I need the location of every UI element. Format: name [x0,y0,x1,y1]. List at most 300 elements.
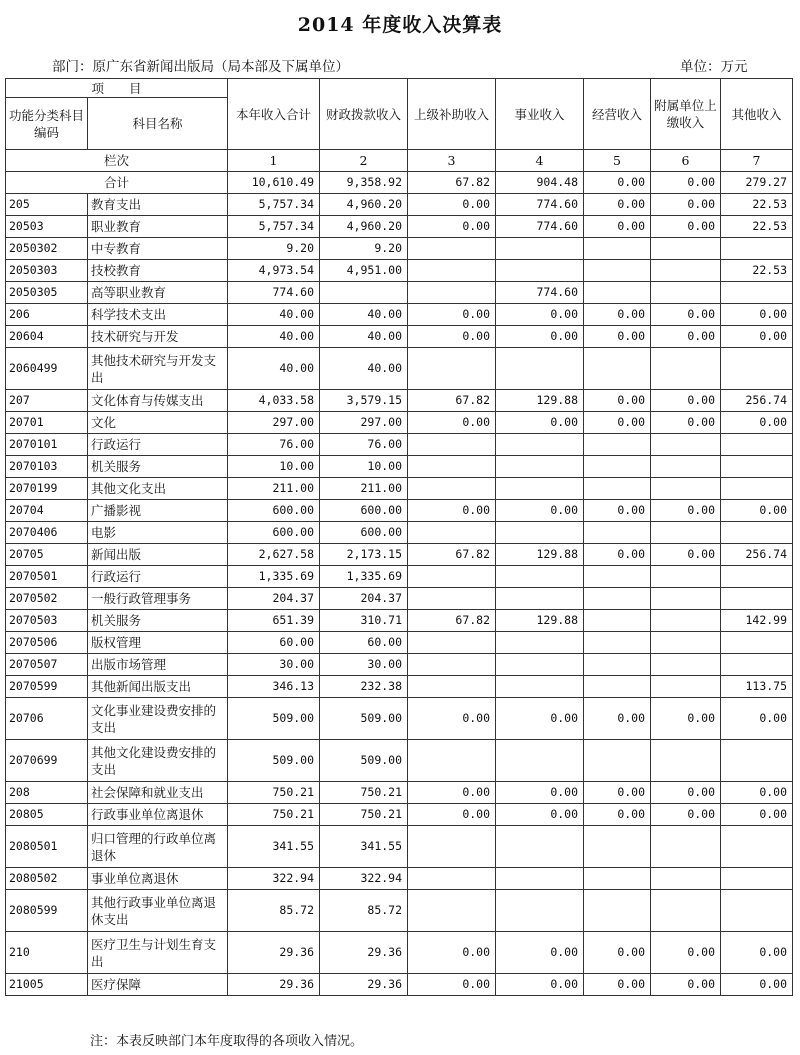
row-name: 版权管理 [88,632,228,654]
row-value: 0.00 [584,412,651,434]
row-value: 0.00 [584,194,651,216]
row-value: 774.60 [228,282,320,304]
row-value [721,890,793,932]
row-value: 0.00 [651,974,721,996]
row-value: 0.00 [408,216,496,238]
row-name: 文化 [88,412,228,434]
row-code: 208 [6,782,88,804]
row-value [408,238,496,260]
row-value: 0.00 [651,698,721,740]
row-value: 29.36 [228,932,320,974]
table-row [6,932,793,974]
row-value: 0.00 [496,326,584,348]
row-value [721,522,793,544]
row-value: 0.00 [651,544,721,566]
row-value [408,826,496,868]
row-value [651,632,721,654]
header-code: 功能分类科目编码 [6,98,88,150]
unit-label: 单位：万元 [680,59,748,75]
row-value: 129.88 [496,544,584,566]
row-value: 0.00 [408,932,496,974]
row-code: 2080599 [6,890,88,932]
row-value [651,238,721,260]
row-value: 0.00 [721,974,793,996]
row-value [408,588,496,610]
row-name: 归口管理的行政单位离退休 [88,826,228,868]
row-value [496,740,584,782]
row-name: 技校教育 [88,260,228,282]
row-name: 广播影视 [88,500,228,522]
row-value [651,456,721,478]
row-value [721,588,793,610]
row-value: 0.00 [721,782,793,804]
row-value [651,260,721,282]
row-value [651,654,721,676]
row-value: 0.00 [721,304,793,326]
header-col-5: 经营收入 [584,79,651,150]
row-value [651,890,721,932]
row-value: 774.60 [496,194,584,216]
row-value: 0.00 [721,326,793,348]
seq-7: 7 [721,150,793,172]
row-value: 0.00 [408,804,496,826]
row-code: 2070507 [6,654,88,676]
row-value: 509.00 [228,740,320,782]
row-code: 20705 [6,544,88,566]
row-code: 2070699 [6,740,88,782]
row-value: 600.00 [320,500,408,522]
row-value: 651.39 [228,610,320,632]
table-row [6,676,793,698]
row-value [408,654,496,676]
row-value: 0.00 [408,326,496,348]
row-code: 20701 [6,412,88,434]
row-value: 22.53 [721,216,793,238]
row-value: 0.00 [584,326,651,348]
row-value [721,478,793,500]
header-col-4: 事业收入 [496,79,584,150]
row-value: 30.00 [228,654,320,676]
row-name: 机关服务 [88,456,228,478]
row-name: 高等职业教育 [88,282,228,304]
row-value: 0.00 [651,500,721,522]
table-row [6,782,793,804]
header-col-6: 附属单位上缴收入 [651,79,721,150]
row-value: 0.00 [584,932,651,974]
row-name: 其他文化建设费安排的支出 [88,740,228,782]
table-row [6,632,793,654]
total-value: 9,358.92 [320,172,408,194]
row-value: 0.00 [721,932,793,974]
table-row [6,304,793,326]
row-value [651,566,721,588]
header-col-1: 本年收入合计 [228,79,320,150]
table-row [6,890,793,932]
row-name: 出版市场管理 [88,654,228,676]
row-value: 0.00 [496,804,584,826]
row-code: 2080501 [6,826,88,868]
row-value: 0.00 [496,412,584,434]
row-code: 20503 [6,216,88,238]
row-value [584,676,651,698]
row-name: 一般行政管理事务 [88,588,228,610]
row-code: 2070103 [6,456,88,478]
row-value [721,238,793,260]
row-value: 346.13 [228,676,320,698]
row-value: 0.00 [496,932,584,974]
row-value: 256.74 [721,390,793,412]
seq-1: 1 [228,150,320,172]
header-col-3: 上级补助收入 [408,79,496,150]
row-code: 2050303 [6,260,88,282]
row-name: 电影 [88,522,228,544]
row-value [721,348,793,390]
row-value: 341.55 [320,826,408,868]
row-value [651,588,721,610]
row-value: 750.21 [320,782,408,804]
row-value [721,740,793,782]
row-value: 0.00 [651,782,721,804]
row-value [584,282,651,304]
row-value: 129.88 [496,390,584,412]
row-value: 113.75 [721,676,793,698]
row-value: 0.00 [651,194,721,216]
row-value: 750.21 [228,804,320,826]
row-name: 社会保障和就业支出 [88,782,228,804]
row-value [721,632,793,654]
table-row [6,216,793,238]
row-value: 40.00 [228,326,320,348]
row-value [584,826,651,868]
row-value: 0.00 [496,304,584,326]
row-value: 0.00 [651,216,721,238]
row-value: 774.60 [496,216,584,238]
row-value: 256.74 [721,544,793,566]
row-value: 40.00 [320,304,408,326]
row-value [496,676,584,698]
row-name: 其他文化支出 [88,478,228,500]
row-value [408,740,496,782]
row-value [721,868,793,890]
row-value: 322.94 [320,868,408,890]
row-value [496,434,584,456]
row-value: 0.00 [584,216,651,238]
header-col-2: 财政拨款收入 [320,79,408,150]
row-value [651,610,721,632]
row-value: 142.99 [721,610,793,632]
row-value: 40.00 [320,348,408,390]
row-code: 206 [6,304,88,326]
row-value: 211.00 [320,478,408,500]
row-value [408,282,496,304]
row-value: 0.00 [584,804,651,826]
seq-4: 4 [496,150,584,172]
row-value: 232.38 [320,676,408,698]
row-value: 2,173.15 [320,544,408,566]
row-value: 0.00 [408,194,496,216]
row-value [496,654,584,676]
row-value: 30.00 [320,654,408,676]
row-value: 0.00 [651,932,721,974]
table-row [6,434,793,456]
row-value [721,456,793,478]
row-value [651,282,721,304]
row-value: 67.82 [408,544,496,566]
row-code: 207 [6,390,88,412]
row-name: 其他新闻出版支出 [88,676,228,698]
row-value [721,654,793,676]
total-value: 67.82 [408,172,496,194]
row-value: 4,960.20 [320,194,408,216]
table-row [6,566,793,588]
row-value [651,522,721,544]
total-row [6,172,793,194]
table-row [6,522,793,544]
row-value: 0.00 [496,500,584,522]
row-value [496,566,584,588]
row-name: 其他行政事业单位离退休支出 [88,890,228,932]
row-value: 85.72 [320,890,408,932]
row-value: 4,033.58 [228,390,320,412]
row-name: 医疗卫生与计划生育支出 [88,932,228,974]
row-value [496,478,584,500]
row-value: 0.00 [408,304,496,326]
footnote: 注：本表反映部门本年度取得的各项收入情况。 [90,1034,364,1049]
row-value: 40.00 [320,326,408,348]
table-row [6,500,793,522]
row-value: 509.00 [320,698,408,740]
header-seq-label: 栏次 [6,150,228,172]
row-value [496,260,584,282]
row-value: 1,335.69 [228,566,320,588]
row-value [584,260,651,282]
row-value: 0.00 [584,974,651,996]
row-value: 0.00 [496,974,584,996]
row-value: 29.36 [320,932,408,974]
row-value [651,348,721,390]
row-value [584,610,651,632]
row-value [651,676,721,698]
row-value [721,826,793,868]
header-col-7: 其他收入 [721,79,793,150]
table-row [6,412,793,434]
row-value: 0.00 [721,412,793,434]
row-value: 0.00 [584,698,651,740]
row-value [584,522,651,544]
row-value [408,434,496,456]
table-row [6,282,793,304]
row-value [496,348,584,390]
row-code: 205 [6,194,88,216]
row-value: 509.00 [228,698,320,740]
row-value [584,478,651,500]
row-code: 21005 [6,974,88,996]
page-title: 2014 年度收入决算表 [297,14,503,36]
row-name: 其他技术研究与开发支出 [88,348,228,390]
row-value: 509.00 [320,740,408,782]
row-value [408,676,496,698]
row-code: 2070502 [6,588,88,610]
row-code: 2070406 [6,522,88,544]
table-row [6,868,793,890]
row-value: 0.00 [584,500,651,522]
row-value: 0.00 [721,698,793,740]
row-value: 750.21 [320,804,408,826]
table-row [6,654,793,676]
row-value: 297.00 [228,412,320,434]
table-row [6,698,793,740]
seq-6: 6 [651,150,721,172]
row-value: 67.82 [408,610,496,632]
row-value [496,826,584,868]
row-value: 76.00 [320,434,408,456]
table-row [6,478,793,500]
row-value: 76.00 [228,434,320,456]
row-code: 2050305 [6,282,88,304]
row-name: 技术研究与开发 [88,326,228,348]
row-value: 0.00 [408,782,496,804]
total-value: 279.27 [721,172,793,194]
row-value [584,740,651,782]
row-value: 0.00 [408,698,496,740]
table-row [6,610,793,632]
row-value: 1,335.69 [320,566,408,588]
row-value [721,282,793,304]
row-value: 204.37 [228,588,320,610]
row-value [651,826,721,868]
row-name: 文化体育与传媒支出 [88,390,228,412]
table-row [6,238,793,260]
table-row [6,348,793,390]
row-code: 20604 [6,326,88,348]
row-code: 2060499 [6,348,88,390]
total-label: 合计 [6,172,228,194]
total-value: 10,610.49 [228,172,320,194]
row-value: 9.20 [320,238,408,260]
row-value [584,588,651,610]
row-value [496,632,584,654]
row-name: 职业教育 [88,216,228,238]
table-row [6,260,793,282]
row-value [496,522,584,544]
row-code: 2070101 [6,434,88,456]
row-value [584,632,651,654]
department-label: 部门：原广东省新闻出版局（局本部及下属单位） [52,59,349,75]
row-value: 29.36 [228,974,320,996]
row-value: 0.00 [496,782,584,804]
row-value [721,566,793,588]
row-value: 600.00 [228,522,320,544]
row-value: 0.00 [584,304,651,326]
row-value: 774.60 [496,282,584,304]
row-value: 0.00 [496,698,584,740]
header-row-1 [6,79,793,98]
row-value [496,588,584,610]
row-value: 0.00 [584,390,651,412]
row-value: 0.00 [651,390,721,412]
row-code: 2070503 [6,610,88,632]
row-value: 0.00 [651,804,721,826]
row-code: 2080502 [6,868,88,890]
table-row [6,326,793,348]
row-name: 医疗保障 [88,974,228,996]
row-value [584,434,651,456]
row-value [584,868,651,890]
row-value: 22.53 [721,260,793,282]
header-name: 科目名称 [88,98,228,150]
row-value [496,238,584,260]
row-value: 4,960.20 [320,216,408,238]
row-name: 文化事业建设费安排的支出 [88,698,228,740]
row-value: 60.00 [320,632,408,654]
row-value: 2,627.58 [228,544,320,566]
row-value [408,260,496,282]
row-name: 行政运行 [88,434,228,456]
row-value: 0.00 [408,412,496,434]
row-value: 0.00 [651,412,721,434]
row-value [651,868,721,890]
row-value [584,890,651,932]
total-value: 0.00 [651,172,721,194]
row-name: 行政事业单位离退休 [88,804,228,826]
row-value [408,566,496,588]
income-table [5,78,793,996]
row-value [584,456,651,478]
row-value [496,456,584,478]
table-row [6,740,793,782]
row-value: 5,757.34 [228,216,320,238]
row-name: 教育支出 [88,194,228,216]
row-value: 0.00 [651,326,721,348]
row-value: 29.36 [320,974,408,996]
table-row [6,804,793,826]
row-name: 中专教育 [88,238,228,260]
row-value [408,868,496,890]
row-value: 0.00 [651,304,721,326]
row-code: 2070506 [6,632,88,654]
row-value: 322.94 [228,868,320,890]
row-value [408,456,496,478]
row-value [584,566,651,588]
row-value: 9.20 [228,238,320,260]
row-value: 297.00 [320,412,408,434]
row-value: 0.00 [721,804,793,826]
table-row [6,194,793,216]
row-code: 2070199 [6,478,88,500]
header-item: 项 目 [6,79,228,98]
table-row [6,390,793,412]
row-value: 22.53 [721,194,793,216]
row-code: 20805 [6,804,88,826]
row-value: 204.37 [320,588,408,610]
row-value: 600.00 [228,500,320,522]
row-name: 行政运行 [88,566,228,588]
row-value: 341.55 [228,826,320,868]
seq-3: 3 [408,150,496,172]
row-code: 20706 [6,698,88,740]
row-code: 2070599 [6,676,88,698]
row-value [651,434,721,456]
row-value [496,868,584,890]
row-value: 3,579.15 [320,390,408,412]
table-row [6,974,793,996]
seq-5: 5 [584,150,651,172]
row-value: 10.00 [228,456,320,478]
row-value [408,478,496,500]
table-body [6,79,793,996]
row-code: 20704 [6,500,88,522]
row-value: 10.00 [320,456,408,478]
